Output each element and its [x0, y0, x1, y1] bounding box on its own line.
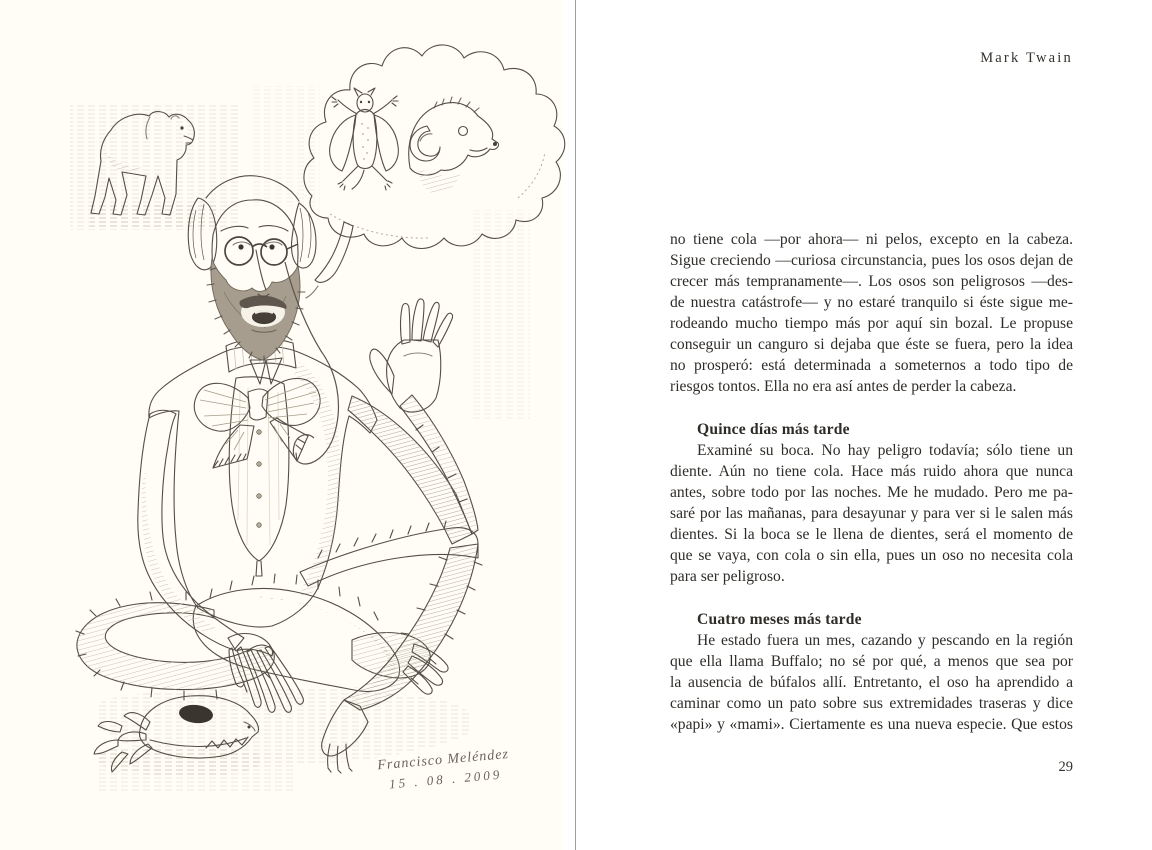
text-line: no tiene cola —por ahora— ni pelos, excepto en la cabeza. [670, 231, 1073, 248]
text-line: diente. Aún no tiene cola. Hace más ruido ahora que nunca [670, 463, 1073, 480]
bow-tie [194, 378, 320, 468]
text-line: Examiné su boca. No hay peligro todavía; sólo tiene un [697, 442, 1073, 459]
signature-date: 15 . 08 . 2009 [388, 766, 503, 792]
text-line: crecer más tempranamente—. Los osos son peligrosos —des- [670, 273, 1073, 290]
pince-nez-glasses [225, 237, 298, 265]
text-line: riesgos tontos. Ella no era así antes de perder la cabeza. [670, 378, 1017, 395]
section-heading: Cuatro meses más tarde [697, 611, 862, 628]
text-line: no prosperó: está determinada a someternos a todo tipo de [670, 357, 1073, 374]
running-head-author: Mark Twain [980, 50, 1073, 66]
text-line: que ella llama Buffalo; no sé por qué, a menos que sea por [670, 653, 1073, 670]
text-line: saré por las mañanas, para desayunar y para ver si le salen más [670, 505, 1073, 522]
page-number: 29 [1058, 759, 1073, 775]
text-line: que se vaya, con cola o sin ella, pues un oso no necesita cola [670, 547, 1073, 564]
text-line: antes, sobre todo por las noches. Me he mudado. Pero me pa- [670, 484, 1073, 501]
section-heading: Quince días más tarde [697, 421, 850, 438]
seated-man [76, 176, 482, 773]
text-line: de nuestra catástrofe— y no estaré tranquilo si éste sigue me- [670, 294, 1073, 311]
flying-squirrel [330, 88, 399, 190]
text-line: caminar como un pato sobre sus extremidades traseras y dice [670, 695, 1073, 712]
text-line: la ausencia de búfalos allí. Entretanto, el oso ha aprendido a [670, 674, 1073, 691]
signature-name: Francisco Meléndez [376, 746, 510, 774]
text-line: rodeando mucho tiempo más por aquí sin bozal. Le propuse [670, 315, 1073, 332]
torso [149, 346, 377, 627]
text-line: dientes. Si la boca se le llena de dientes, será el momento de [670, 526, 1073, 543]
text-line: He estado fuera un mes, cazando y pescando en la región [697, 632, 1073, 649]
text-line: «papi» y «mami». Ciertamente es una nueva especie. Que estos [670, 716, 1073, 733]
raised-arm [348, 299, 478, 544]
lemur-head [409, 97, 499, 193]
hair-right-tuft [291, 203, 316, 268]
body-text-block [670, 229, 1073, 735]
text-line: para ser peligroso. [670, 568, 785, 585]
text-line: Sigue creciendo —curiosa circunstancia, pues los osos dejan de [670, 252, 1073, 269]
text-line: conseguir un canguro si dejaba que éste se fuera, pero la idea [670, 336, 1073, 353]
